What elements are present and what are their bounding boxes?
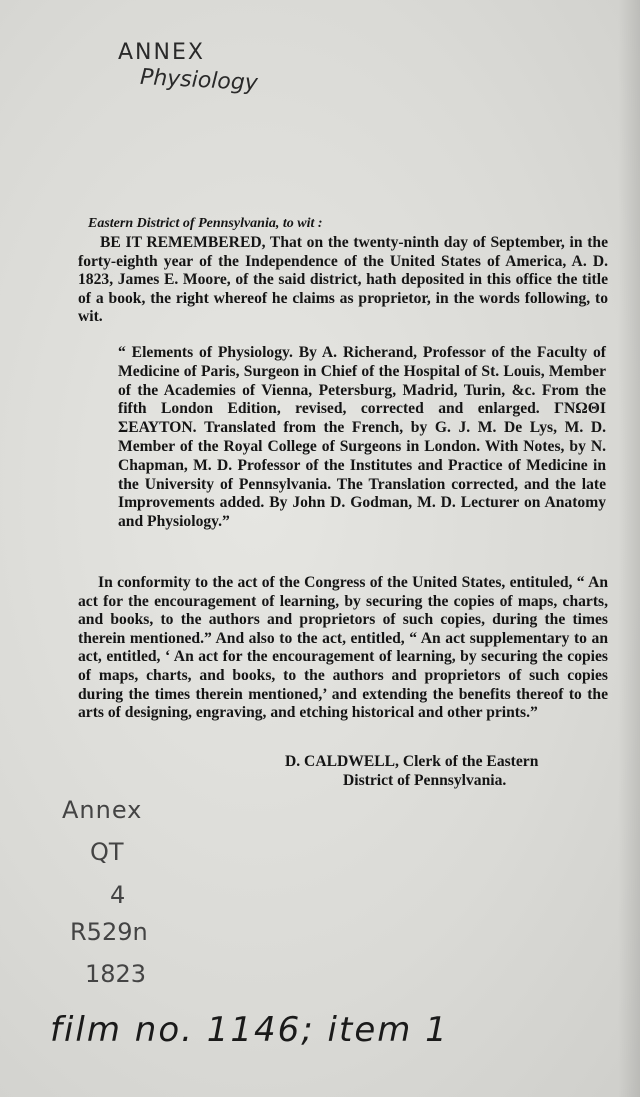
annex-annotation: ANNEX <box>118 40 205 65</box>
district-heading: Eastern District of Pennsylvania, to wit : <box>88 216 323 231</box>
conformity-paragraph: In conformity to the act of the Congress of the United States, entituled, “ An act for the encouragement of learning, by securing the copies of maps, charts, and books, to the authors and proprietors of such copies, during the times therein mentioned.” And also to the act, entitled, “ An act supplementary to an act, entitled, ‘ An act for the encouragement of learning, by securing the copies of maps, charts, and books, to the authors and proprietors of such copies during the times therein mentioned,’ and extending the benefits thereof to the arts of designing, engraving, and etching historical and other prints.” <box>78 574 608 722</box>
clerk-signature-line2: District of Pennsylvania. <box>343 772 507 789</box>
film-number-note: film no. 1146; item 1 <box>50 1010 449 1050</box>
call-number-subclass: 4 <box>110 881 126 909</box>
copyright-paragraph: BE IT REMEMBERED, That on the twenty-ninth day of September, in the forty-eighth year of the Independence of the United States of America, A. D. 1823, James E. Moore, of the said district, hath deposited in this office the title of a book, the right whereof he claims as proprietor, in the words following, to wit. <box>78 234 608 326</box>
call-number-class: QT <box>90 838 124 866</box>
call-number-cutter: R529n <box>70 918 148 946</box>
call-number-year: 1823 <box>85 960 147 988</box>
page-edge-shadow <box>618 0 640 1097</box>
call-number-annex: Annex <box>62 796 143 824</box>
clerk-signature-line1: D. CALDWELL, Clerk of the Eastern <box>285 753 539 770</box>
book-title-quote: “ Elements of Physiology. By A. Richerand, Professor of the Faculty of Medicine of Paris, Surgeon in Chief of the Hospital of St. Louis, Member of the Academies of Vienna, Petersburg, Madrid, Turin, &c. From the fifth London Edition, revised, corrected and enlarged. ΓΝΩΘΙ ΣΕΑΥΤΟΝ. Translated from the French, by G. J. M. De Lys, M. D. Member of the Royal College of Surgeons in London. With Notes, by N. Chapman, M. D. Professor of the Institutes and Practice of Medicine in the University of Pennsylvania. The Translation corrected, and the late Improvements added. By John D. Godman, M. D. Lecturer on Anatomy and Physiology.” <box>118 344 606 531</box>
subject-annotation: Physiology <box>139 64 259 97</box>
